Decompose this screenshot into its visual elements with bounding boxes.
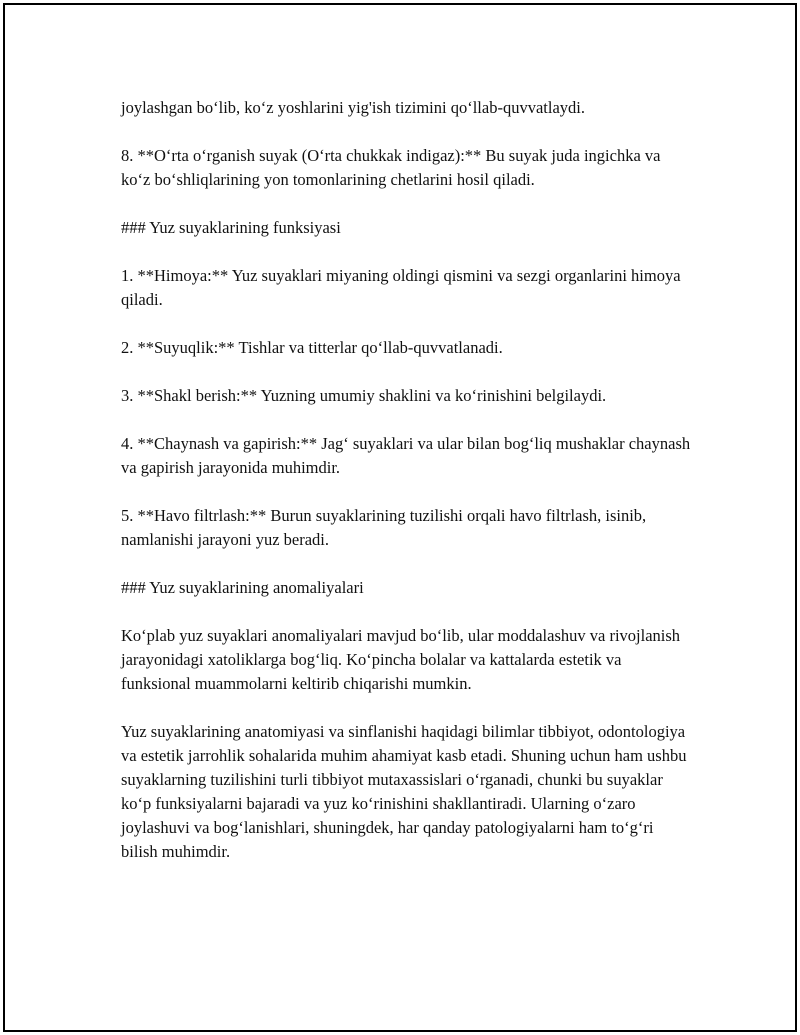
list-item-4: 4. **Chaynash va gapirish:** Jag‘ suyaklari va ular bilan bog‘liq mushaklar chaynash va gapirish jarayonida muhimdir. — [121, 434, 691, 477]
document-body — [121, 96, 691, 888]
paragraph-continuation: joylashgan bo‘lib, ko‘z yoshlarini yig'ish tizimini qo‘llab-quvvatlaydi. — [121, 98, 585, 117]
section-heading-anomalies: ### Yuz suyaklarining anomaliyalari — [121, 578, 364, 597]
paragraph-conclusion: Yuz suyaklarining anatomiyasi va sinflanishi haqidagi bilimlar tibbiyot, odontologiya va estetik jarrohlik sohalarida muhim ahamiyat kasb etadi. Shuning uchun ham ushbu suyaklarning tuzilishini turli tibbiyot mutaxassislari o‘rganadi, chunki bu suyaklar ko‘p funksiyalarni bajaradi va yuz ko‘rinishini shakllantiradi. Ularning o‘zaro joylashuvi va bog‘lanishlari, shuningdek, har qanday patologiyalarni ham to‘g‘ri bilish muhimdir. — [121, 722, 687, 861]
paragraph-anomalies: Ko‘plab yuz suyaklari anomaliyalari mavjud bo‘lib, ular moddalashuv va rivojlanish jarayonidagi xatoliklarga bog‘liq. Ko‘pincha bolalar va kattalarda estetik va funksional muammolarni keltirib chiqarishi mumkin. — [121, 626, 681, 693]
document-page — [3, 3, 797, 1032]
list-item-2: 2. **Suyuqlik:** Tishlar va titterlar qo‘llab-quvvatlanadi. — [121, 338, 503, 357]
section-heading-functions: ### Yuz suyaklarining funksiyasi — [121, 218, 341, 237]
list-item-8: 8. **O‘rta o‘rganish suyak (O‘rta chukkak indigaz):** Bu suyak juda ingichka va ko‘z bo‘shliqlarining yon tomonlarining chetlarini hosil qiladi. — [121, 146, 661, 189]
list-item-3: 3. **Shakl berish:** Yuzning umumiy shaklini va ko‘rinishini belgilaydi. — [121, 386, 607, 405]
list-item-5: 5. **Havo filtrlash:** Burun suyaklarining tuzilishi orqali havo filtrlash, isinib, namlanishi jarayoni yuz beradi. — [121, 506, 647, 549]
list-item-1: 1. **Himoya:** Yuz suyaklari miyaning oldingi qismini va sezgi organlarini himoya qiladi. — [121, 266, 681, 309]
